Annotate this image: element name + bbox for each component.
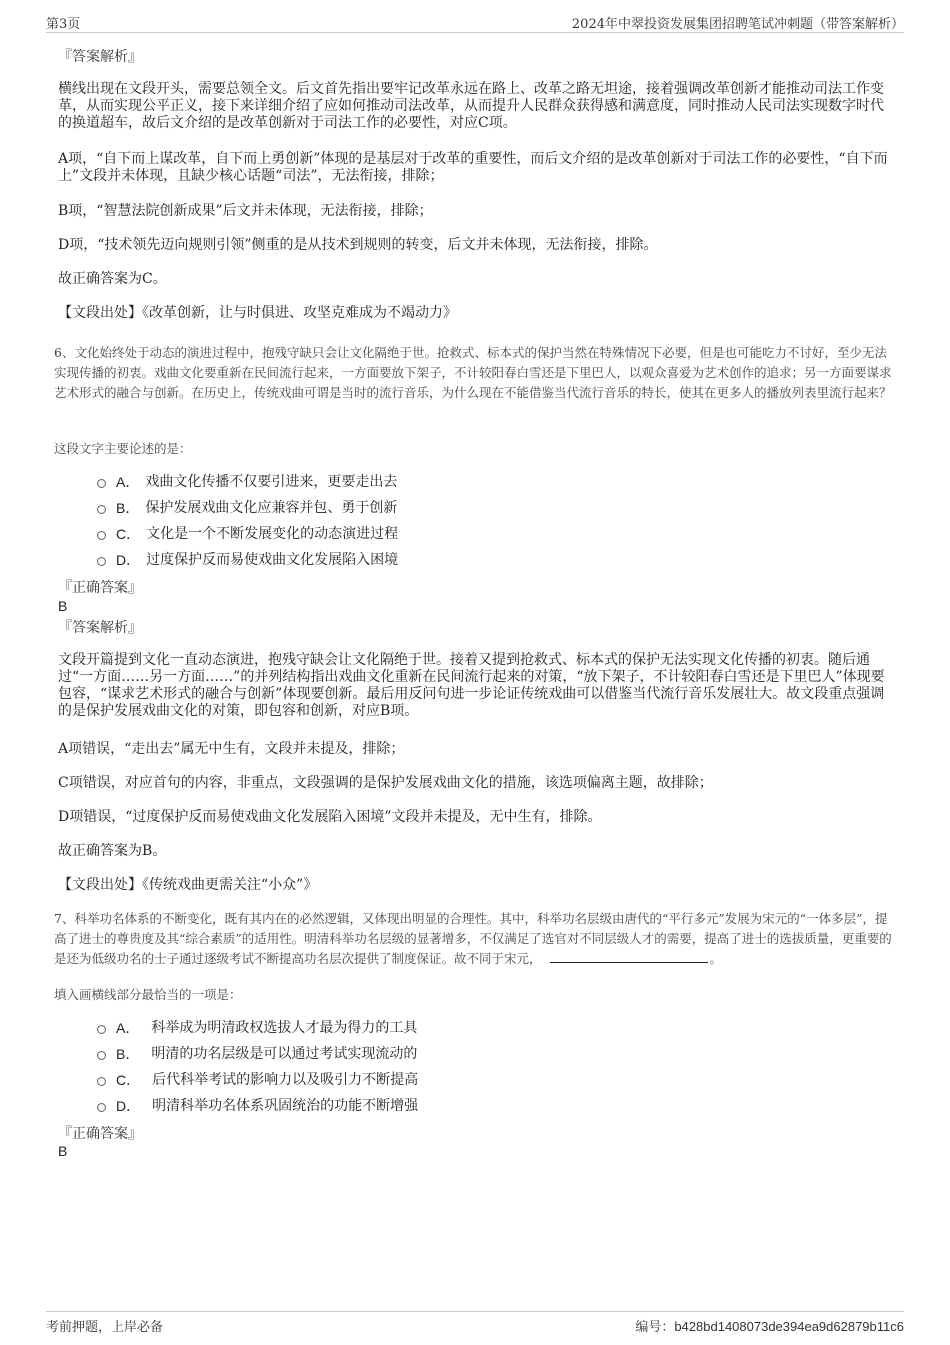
radio-button[interactable]: [97, 505, 106, 514]
question-7-option-c[interactable]: C． 后代科举考试的影响力以及吸引力不断提高: [97, 1070, 418, 1090]
question-7-text: 7、科举功名体系的不断变化，既有其内在的必然逻辑，又体现出明显的合理性。其中，科举功名层级由唐代的“平行多元”发展为宋元的“一体多层”，提高了进士的尊贵度及其“综合素质”的适用性。明清科举功名层级的显著增多，不仅满足了选官对不同层级人才的需要，提高了进士的选拔质量，更重要的是还为低级功名的士子通过逐级考试不断提高功名层次提供了制度保证。故不同于宋元， 。: [54, 911, 892, 966]
radio-button[interactable]: [97, 479, 106, 488]
radio-button[interactable]: [97, 1077, 106, 1086]
analysis-text: 横线出现在文段开头，需要总领全文。后文首先指出要牢记改革永远在路上、改革之路无坦途，接着强调改革创新才能推动司法工作变革，从而实现公平正义，接下来详细介绍了应如何推动司法改革，从而提升人民群众获得感和满意度，同时推动人民司法实现数字时代的换道超车，故后文介绍的是改革创新对于司法工作的必要性，对应C项。: [58, 81, 884, 131]
radio-button[interactable]: [97, 1025, 106, 1034]
page-number: 第3页: [46, 17, 81, 32]
radio-button[interactable]: [97, 557, 106, 566]
analysis-label: 『答案解析』: [58, 49, 142, 65]
question-7-option-a[interactable]: A． 科举成为明清政权选拔人才最为得力的工具: [97, 1018, 417, 1038]
analysis-conclusion: 故正确答案为B。: [58, 843, 167, 859]
correct-answer-label: 『正确答案』: [58, 580, 142, 596]
correct-answer-label: 『正确答案』: [58, 1126, 142, 1142]
radio-button[interactable]: [97, 531, 106, 540]
question-6-option-b[interactable]: B． 保护发展戏曲文化应兼容并包、勇于创新: [97, 498, 397, 518]
analysis-option-d: D项错误，“过度保护反而易使戏曲文化发展陷入困境”文段并未提及，无中生有，排除。: [58, 809, 602, 825]
analysis-label: 『答案解析』: [58, 620, 142, 636]
correct-answer-value: B: [58, 598, 68, 614]
analysis-conclusion: 故正确答案为C。: [58, 271, 167, 287]
question-6-prompt: 这段文字主要论述的是：: [54, 441, 192, 456]
page-header: [46, 10, 904, 33]
analysis-option-b: B项，“智慧法院创新成果”后文并未体现，无法衔接，排除；: [58, 203, 433, 219]
correct-answer-value: B: [58, 1143, 68, 1159]
document-title: 2024年中翠投资发展集团招聘笔试冲刺题（带答案解析）: [571, 17, 904, 32]
question-6-text: 6、文化始终处于动态的演进过程中，抱残守缺只会让文化隔绝于世。抢救式、标本式的保护当然在特殊情况下必要，但是也可能吃力不讨好，至少无法实现传播的初衷。戏曲文化要重新在民间流行起来，一方面要放下架子，不计较阳春白雪还是下里巴人，以观众喜爱为艺术创作的追求；另一方面要谋求艺术形式的融合与创新。在历史上，传统戏曲可谓是当时的流行音乐，为什么现在不能借鉴当代流行音乐的特长，使其在更多人的播放列表里流行起来？: [54, 345, 892, 400]
analysis-option-a: A项，“自下而上谋改革，自下而上勇创新”体现的是基层对于改革的重要性，而后文介绍的是改革创新对于司法工作的必要性，“自下而上”文段并未体现，且缺少核心话题“司法”，无法衔接，排除；: [58, 151, 888, 184]
document-code: 编号：b428bd1408073de394ea9d62879b11c6: [635, 1319, 904, 1335]
source-citation: 【文段出处】《改革创新，让与时俱进、攻坚克难成为不竭动力》: [58, 305, 457, 321]
analysis-option-c: C项错误，对应首句的内容，非重点，文段强调的是保护发展戏曲文化的措施，该选项偏离主题，故排除；: [58, 775, 713, 791]
question-7-option-d[interactable]: D． 明清科举功名体系巩固统治的功能不断增强: [97, 1096, 418, 1116]
footer-slogan: 考前押题，上岸必备: [46, 1320, 164, 1335]
question-6-option-d[interactable]: D． 过度保护反而易使戏曲文化发展陷入困境: [97, 550, 398, 570]
fill-in-blank: [550, 950, 708, 963]
analysis-option-d: D项，“技术领先迈向规则引领”侧重的是从技术到规则的转变，后文并未体现，无法衔接，排除。: [58, 237, 658, 253]
question-7-option-b[interactable]: B． 明清的功名层级是可以通过考试实现流动的: [97, 1044, 417, 1064]
radio-button[interactable]: [97, 1051, 106, 1060]
source-citation: 【文段出处】《传统戏曲更需关注“小众”》: [58, 877, 318, 893]
page-footer: [46, 1311, 904, 1336]
question-6-option-a[interactable]: A． 戏曲文化传播不仅要引进来，更要走出去: [97, 472, 397, 492]
question-6-option-c[interactable]: C． 文化是一个不断发展变化的动态演进过程: [97, 524, 398, 544]
analysis-option-a: A项错误，“走出去”属无中生有，文段并未提及，排除；: [58, 741, 405, 757]
analysis-text: 文段开篇提到文化一直动态演进，抱残守缺会让文化隔绝于世。接着又提到抢救式、标本式的保护无法实现文化传播的初衷。随后通过“一方面……另一方面……”的并列结构指出戏曲文化重新在民间流行起来的对策，“放下架子，不计较阳春白雪还是下里巴人”体现要包容，“谋求艺术形式的融合与创新”体现要创新。最后用反问句进一步论证传统戏曲可以借鉴当代流行音乐发展壮大。故文段重点强调的是保护发展戏曲文化的对策，即包容和创新，对应B项。: [58, 652, 885, 719]
radio-button[interactable]: [97, 1103, 106, 1112]
question-7-prompt: 填入画横线部分最恰当的一项是：: [54, 987, 242, 1002]
